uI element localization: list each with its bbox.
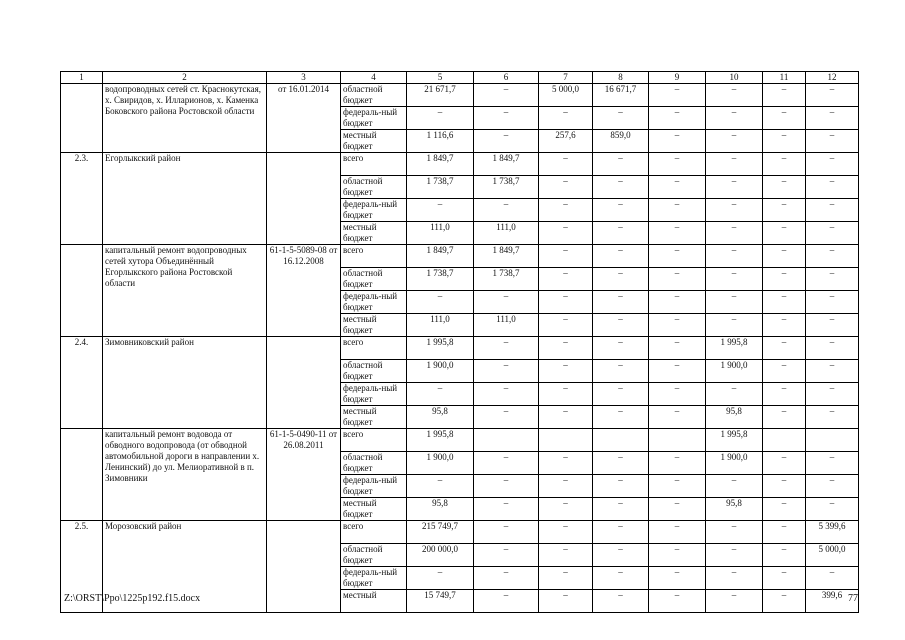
funding-source: местный [341,590,407,613]
value-cell: – [474,406,539,429]
value-cell: – [706,107,763,130]
value-cell: – [539,176,593,199]
value-cell: – [763,222,806,245]
value-cell: – [539,291,593,314]
column-header-9: 9 [649,72,706,84]
value-cell: – [806,291,859,314]
value-cell: – [649,544,706,567]
value-cell: – [474,383,539,406]
value-cell: – [649,314,706,337]
table-row [61,521,859,544]
object-code: от 16.01.2014 [267,84,341,153]
value-cell: – [806,314,859,337]
value-cell: – [806,153,859,176]
row-number: 2.3. [61,153,103,245]
value-cell: – [806,268,859,291]
value-cell: 111,0 [407,222,474,245]
value-cell: – [593,521,649,544]
value-cell: – [407,475,474,498]
value-cell: – [706,475,763,498]
value-cell: 1 738,7 [474,176,539,199]
value-cell: – [649,153,706,176]
value-cell: – [474,567,539,590]
value-cell: 200 000,0 [407,544,474,567]
value-cell: – [806,360,859,383]
value-cell: – [593,498,649,521]
value-cell: – [706,130,763,153]
value-cell: – [539,521,593,544]
value-cell: – [407,291,474,314]
value-cell: – [806,475,859,498]
value-cell: – [539,153,593,176]
value-cell [806,429,859,452]
value-cell: – [763,406,806,429]
column-header-2: 2 [103,72,267,84]
value-cell: – [649,176,706,199]
row-number: 2.5. [61,521,103,613]
value-cell: 95,8 [407,498,474,521]
value-cell: – [649,475,706,498]
value-cell: 1 738,7 [407,176,474,199]
value-cell: – [806,498,859,521]
value-cell: 257,6 [539,130,593,153]
row-number [61,429,103,521]
value-cell: – [474,544,539,567]
value-cell: – [539,544,593,567]
value-cell: – [407,567,474,590]
value-cell: – [763,337,806,360]
value-cell: – [806,383,859,406]
column-header-3: 3 [267,72,341,84]
value-cell: – [806,222,859,245]
value-cell: – [593,176,649,199]
value-cell: 1 900,0 [407,360,474,383]
object-name: Морозовский район [103,521,267,613]
value-cell: – [593,544,649,567]
value-cell: – [706,544,763,567]
value-cell: – [539,498,593,521]
value-cell: – [593,360,649,383]
page-number: 77 [848,593,858,604]
value-cell: – [649,222,706,245]
value-cell: – [763,176,806,199]
funding-source: федераль-ный бюджет [341,291,407,314]
value-cell: – [649,452,706,475]
value-cell: – [539,245,593,268]
value-cell: – [763,360,806,383]
value-cell: – [539,222,593,245]
funding-source: всего [341,337,407,360]
value-cell: – [706,199,763,222]
funding-source: местный бюджет [341,498,407,521]
value-cell: – [806,452,859,475]
value-cell: – [539,383,593,406]
funding-source: федераль-ный бюджет [341,475,407,498]
value-cell: – [474,291,539,314]
value-cell: – [806,337,859,360]
value-cell: – [806,176,859,199]
value-cell: – [806,567,859,590]
column-header-10: 10 [706,72,763,84]
value-cell: – [474,130,539,153]
row-number [61,84,103,153]
object-name: капитальный ремонт водовода от обводного водопровода (от обводной автомобильной дороги в направлении х. Ленинский) до ул. Мелиоративной в п. Зимовники [103,429,267,521]
value-cell: – [763,84,806,107]
table-row [61,337,859,360]
value-cell: – [539,567,593,590]
value-cell: – [593,268,649,291]
value-cell: – [539,360,593,383]
funding-source: федераль-ный бюджет [341,383,407,406]
budget-table [60,71,859,613]
value-cell: – [706,268,763,291]
value-cell: – [806,107,859,130]
value-cell: – [806,245,859,268]
value-cell: – [706,153,763,176]
value-cell: – [539,314,593,337]
value-cell: – [763,268,806,291]
value-cell: – [806,406,859,429]
value-cell: 95,8 [706,498,763,521]
value-cell: 1 116,6 [407,130,474,153]
value-cell: – [763,314,806,337]
value-cell: – [806,199,859,222]
footer-file-path: Z:\ORST\Ppo\1225p192.f15.docx [64,593,201,604]
value-cell: – [649,337,706,360]
object-code [267,153,341,245]
value-cell: – [649,199,706,222]
column-header-4: 4 [341,72,407,84]
value-cell: – [539,107,593,130]
value-cell: 95,8 [706,406,763,429]
table-row [61,429,859,452]
funding-source: федераль-ный бюджет [341,107,407,130]
value-cell [593,429,649,452]
value-cell: – [649,590,706,613]
value-cell: – [706,176,763,199]
value-cell: – [649,521,706,544]
value-cell: – [539,268,593,291]
value-cell [474,429,539,452]
value-cell: – [763,245,806,268]
value-cell: – [649,245,706,268]
value-cell: 16 671,7 [593,84,649,107]
value-cell: 1 995,8 [706,429,763,452]
value-cell: 5 000,0 [539,84,593,107]
funding-source: областной бюджет [341,268,407,291]
funding-source: всего [341,429,407,452]
value-cell [763,429,806,452]
column-header-6: 6 [474,72,539,84]
value-cell: – [806,130,859,153]
value-cell: – [593,107,649,130]
value-cell: – [407,199,474,222]
value-cell: – [763,291,806,314]
value-cell: – [539,452,593,475]
value-cell: 1 995,8 [407,429,474,452]
value-cell: – [593,291,649,314]
value-cell: – [474,360,539,383]
funding-source: федераль-ный бюджет [341,567,407,590]
object-code [267,521,341,613]
value-cell: 5 000,0 [806,544,859,567]
value-cell: – [763,452,806,475]
value-cell: – [706,84,763,107]
value-cell: – [649,406,706,429]
value-cell: 5 399,6 [806,521,859,544]
value-cell: 1 900,0 [706,360,763,383]
value-cell: 215 749,7 [407,521,474,544]
funding-source: местный бюджет [341,222,407,245]
column-header-7: 7 [539,72,593,84]
value-cell: – [763,383,806,406]
value-cell: 1 995,8 [407,337,474,360]
object-code: 61-1-5-5089-08 от 16.12.2008 [267,245,341,337]
value-cell: 1 849,7 [407,153,474,176]
funding-source: всего [341,521,407,544]
value-cell: 21 671,7 [407,84,474,107]
value-cell: – [806,84,859,107]
funding-source: всего [341,245,407,268]
object-name: Егорлыкский район [103,153,267,245]
column-header-5: 5 [407,72,474,84]
value-cell: – [593,590,649,613]
value-cell: – [706,245,763,268]
table-row [61,84,859,107]
value-cell: – [539,475,593,498]
value-cell: – [706,314,763,337]
funding-source: всего [341,153,407,176]
value-cell: – [474,498,539,521]
funding-source: местный бюджет [341,406,407,429]
value-cell: – [593,383,649,406]
value-cell: – [706,291,763,314]
value-cell: – [649,291,706,314]
funding-source: федераль-ный бюджет [341,199,407,222]
header-row [61,72,859,84]
value-cell: – [593,153,649,176]
value-cell: – [763,498,806,521]
value-cell: – [593,567,649,590]
value-cell: – [763,107,806,130]
value-cell: 1 738,7 [474,268,539,291]
value-cell: – [763,199,806,222]
column-header-11: 11 [763,72,806,84]
value-cell: – [763,130,806,153]
value-cell: 1 900,0 [407,452,474,475]
object-name: капитальный ремонт водопроводных сетей хутора Объединённый Егорлыкского района Ростовской области [103,245,267,337]
value-cell: – [649,498,706,521]
value-cell [539,429,593,452]
value-cell [649,429,706,452]
value-cell: 1 849,7 [474,153,539,176]
value-cell: 111,0 [474,314,539,337]
value-cell: – [763,567,806,590]
value-cell: – [593,337,649,360]
value-cell: – [407,383,474,406]
object-code: 61-1-5-0490-11 от 26.08.2011 [267,429,341,521]
value-cell: 1 849,7 [474,245,539,268]
value-cell: – [706,383,763,406]
value-cell: – [474,84,539,107]
value-cell: – [649,383,706,406]
value-cell: 15 749,7 [407,590,474,613]
object-code [267,337,341,429]
value-cell: 1 995,8 [706,337,763,360]
value-cell: – [474,107,539,130]
value-cell: – [763,475,806,498]
object-name: Зимовниковский район [103,337,267,429]
value-cell: – [474,475,539,498]
value-cell: 111,0 [407,314,474,337]
value-cell: – [593,314,649,337]
value-cell: – [649,130,706,153]
value-cell: 111,0 [474,222,539,245]
value-cell: – [539,199,593,222]
table-row [61,245,859,268]
column-header-1: 1 [61,72,103,84]
value-cell: – [706,521,763,544]
funding-source: областной бюджет [341,84,407,107]
value-cell: 859,0 [593,130,649,153]
value-cell: – [474,337,539,360]
value-cell: – [649,84,706,107]
value-cell: – [706,567,763,590]
value-cell: 95,8 [407,406,474,429]
value-cell: – [593,245,649,268]
value-cell: – [649,268,706,291]
value-cell: – [539,337,593,360]
value-cell: – [649,567,706,590]
value-cell: – [706,222,763,245]
funding-source: областной бюджет [341,544,407,567]
value-cell: 1 738,7 [407,268,474,291]
value-cell: 399,6 [806,590,859,613]
value-cell: – [593,406,649,429]
value-cell: – [593,199,649,222]
object-name: водопроводных сетей ст. Краснокутская, х. Свиридов, х. Илларионов, х. Каменка Боковского района Ростовской области [103,84,267,153]
funding-source: областной бюджет [341,360,407,383]
row-number [61,245,103,337]
value-cell: – [593,475,649,498]
value-cell: – [539,590,593,613]
column-header-12: 12 [806,72,859,84]
column-header-8: 8 [593,72,649,84]
value-cell: – [763,544,806,567]
value-cell: – [474,521,539,544]
value-cell: – [649,360,706,383]
value-cell: – [763,153,806,176]
value-cell: – [474,199,539,222]
value-cell: 1 900,0 [706,452,763,475]
value-cell: – [706,590,763,613]
value-cell: – [593,452,649,475]
value-cell: – [649,107,706,130]
funding-source: областной бюджет [341,176,407,199]
value-cell: – [763,521,806,544]
value-cell: 1 849,7 [407,245,474,268]
value-cell: – [474,452,539,475]
value-cell: – [474,590,539,613]
value-cell: – [593,222,649,245]
funding-source: местный бюджет [341,314,407,337]
value-cell: – [539,406,593,429]
row-number: 2.4. [61,337,103,429]
funding-source: местный бюджет [341,130,407,153]
value-cell: – [407,107,474,130]
table-row [61,153,859,176]
value-cell: – [763,590,806,613]
funding-source: областной бюджет [341,452,407,475]
